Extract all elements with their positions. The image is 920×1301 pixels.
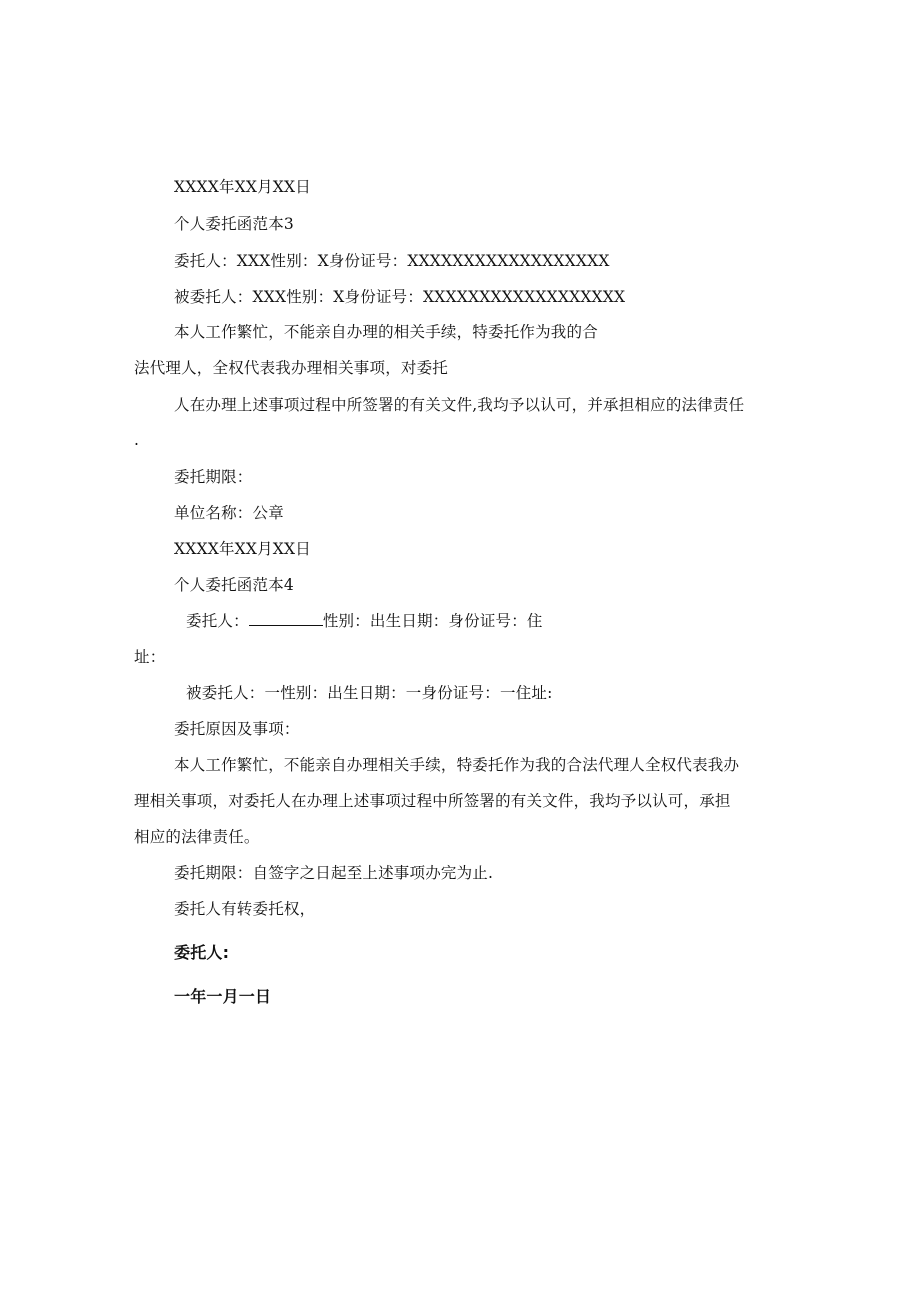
signature-date: 一年一月一日 (174, 987, 272, 1006)
term-line-3: 委托期限： (174, 468, 253, 486)
signature-label: 委托人: (174, 943, 230, 962)
agent-line-3: 被委托人：XXX性别：X身份证号：XXXXXXXXXXXXXXXXXX (174, 288, 626, 306)
body-4-line-1: 本人工作繁忙，不能亲自办理相关手续，特委托作为我的合法代理人全权代表我办 (174, 756, 740, 774)
term-line-4: 委托期限：自签字之日起至上述事项办完为止. (174, 864, 494, 882)
body-3-line-2: 法代理人，全权代表我办理相关事项，对委托 (134, 359, 449, 377)
date-line-2: XXXX年XX月XX日 (174, 540, 311, 558)
principal-line-3: 委托人：XXX性别：X身份证号：XXXXXXXXXXXXXXXXXX (174, 252, 610, 270)
template-4-heading: 个人委托函范本4 (174, 576, 294, 594)
body-3-line-3: 人在办理上述事项过程中所签署的有关文件,我均予以认可，并承担相应的法律责任 (174, 396, 745, 414)
principal-line-4 (186, 611, 543, 631)
body-4-line-3: 相应的法律责任。 (134, 828, 260, 846)
date-line-1: XXXX年XX月XX日 (174, 178, 311, 196)
body-4-line-2: 理相关事项，对委托人在办理上述事项过程中所签署的有关文件，我均予以认可，承担 (134, 792, 731, 810)
transfer-line-4: 委托人有转委托权， (174, 900, 316, 918)
unit-line-3: 单位名称：公章 (174, 504, 284, 522)
principal-fields-4: 性别：出生日期：身份证号：住 (322, 612, 543, 630)
body-3-line-1: 本人工作繁忙，不能亲自办理的相关手续，特委托作为我的合 (174, 323, 598, 341)
body-3-line-4: . (134, 431, 140, 449)
principal-address-4: 址： (134, 648, 166, 666)
reason-heading-4: 委托原因及事项： (174, 720, 300, 738)
agent-line-4: 被委托人：一性别：出生日期：一身份证号：一住址: (186, 684, 553, 702)
principal-label-4: 委托人： (186, 612, 249, 630)
principal-name-blank (249, 611, 323, 626)
template-3-heading: 个人委托函范本3 (174, 215, 294, 233)
